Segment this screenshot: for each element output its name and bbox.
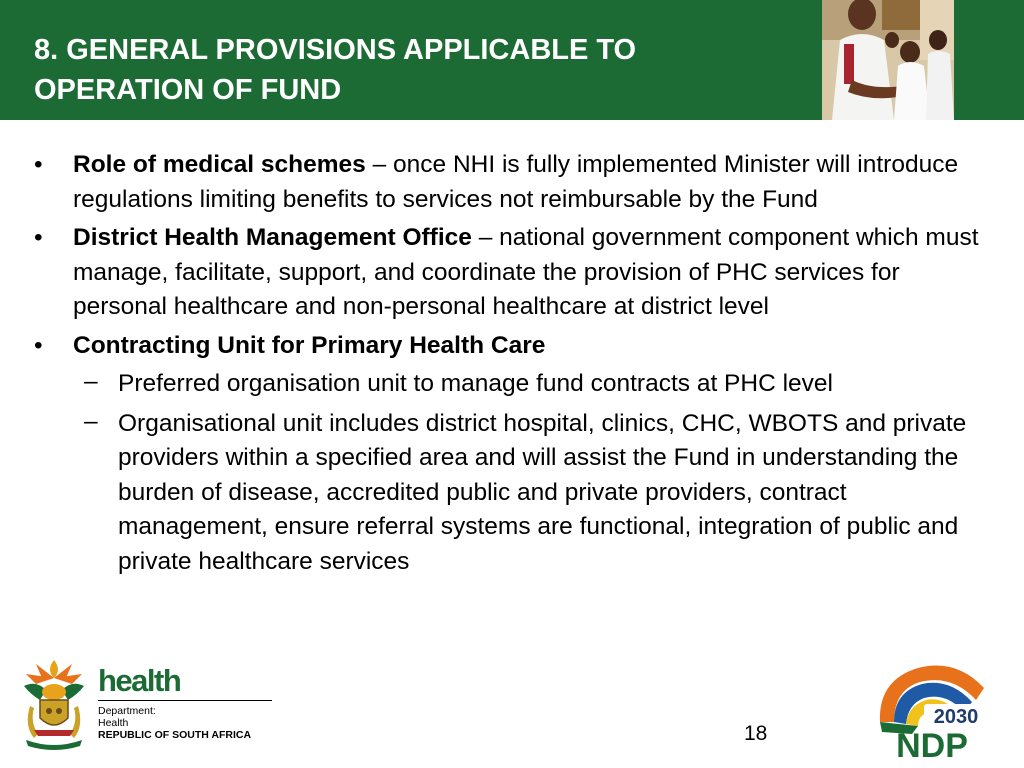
bullet-item	[34, 221, 994, 325]
slide-title: 8. GENERAL PROVISIONS APPLICABLE TO OPERATION OF FUND	[34, 34, 637, 106]
bullet-heading: District Health Management Office	[73, 224, 472, 251]
sub-bullet-text: Organisational unit includes district hospital, clinics, CHC, WBOTS and private providers within a specified area and will assist the Fund in understanding the burden of disease, accredited public and private providers, contract management, ensure referral systems are functional, integration of public and private healthcare services	[118, 409, 967, 575]
bullet-item	[34, 148, 994, 217]
bullet-heading: Role of medical schemes	[73, 151, 366, 178]
bullet-marker: •	[34, 151, 43, 178]
title-bar	[0, 0, 1024, 120]
slide-body	[34, 148, 994, 584]
sub-bullet-item	[34, 367, 994, 402]
sub-bullet-text: Preferred organisation unit to manage fund contracts at PHC level	[118, 370, 833, 397]
ndp-year: 2030	[933, 706, 979, 728]
dept-line-2: Health	[98, 717, 129, 729]
slide-number: 18	[744, 722, 768, 745]
bullet-marker: •	[34, 331, 43, 359]
dept-line-3: REPUBLIC OF SOUTH AFRICA	[98, 729, 252, 741]
bullet-marker: •	[34, 224, 43, 251]
sub-bullet-marker: –	[84, 407, 98, 435]
bullet-item	[34, 329, 994, 364]
bullet-heading: Contracting Unit for Primary Health Care	[73, 331, 546, 359]
nurse-children-photo	[822, 0, 954, 120]
department-label	[98, 705, 251, 741]
sub-bullet-item	[34, 407, 994, 580]
ndp-2030-logo	[872, 660, 992, 760]
bullet-text: – once NHI is fully implemented Minister will introduce regulations limiting benefits to services not reimbursable by the Fund	[73, 151, 959, 213]
dept-line-1: Department:	[98, 705, 156, 717]
bullet-text: – national government component which must manage, facilitate, support, and coordinate the provision of PHC services for personal healthcare and non-personal healthcare at district level	[73, 224, 979, 320]
health-wordmark: health	[98, 663, 181, 698]
header-photo	[822, 0, 954, 120]
ndp-text: NDP	[896, 727, 968, 760]
coat-of-arms-logo	[16, 656, 92, 752]
divider-line	[98, 700, 272, 701]
sub-bullet-marker: –	[84, 368, 98, 395]
